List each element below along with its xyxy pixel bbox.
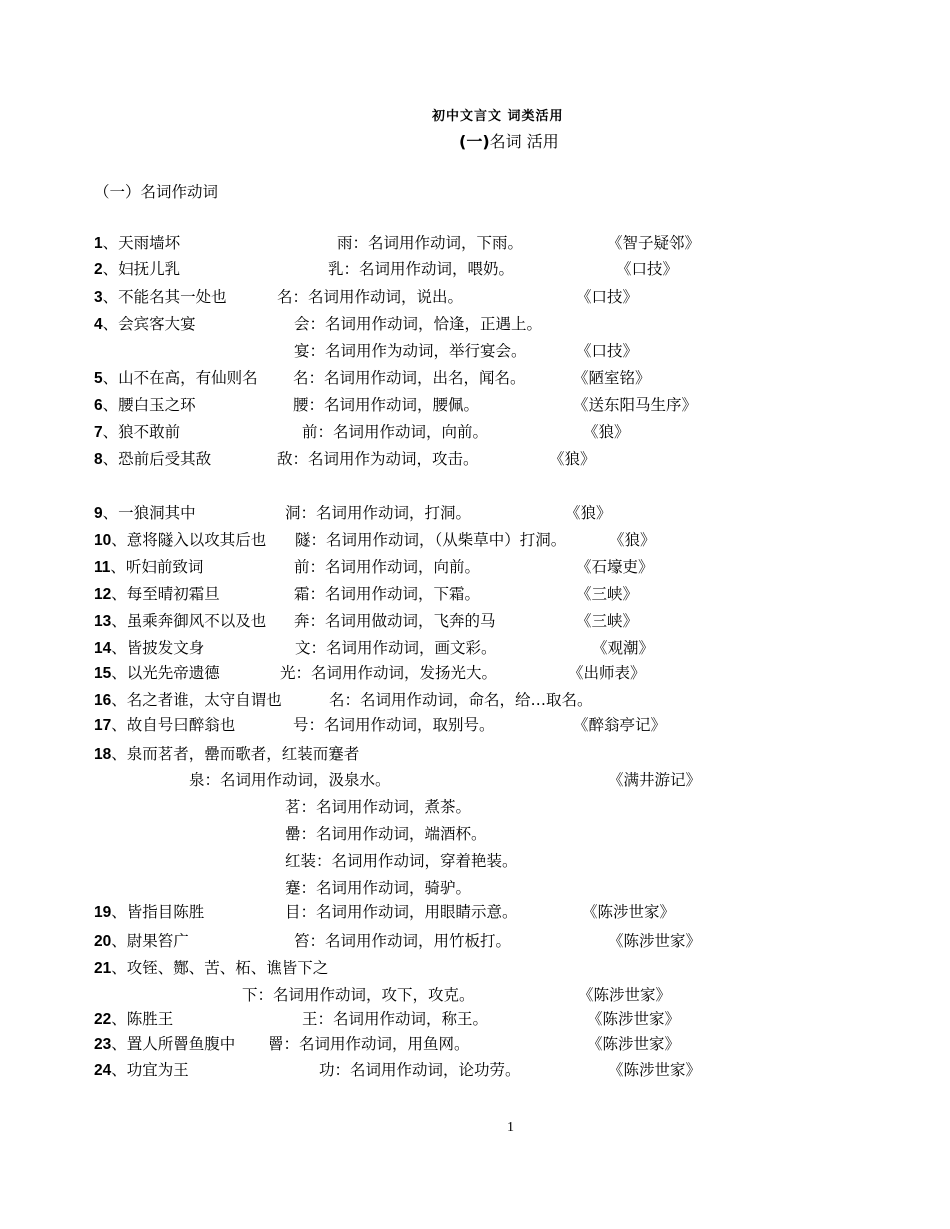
entry-sentence: 2、妇抚儿乳 (94, 260, 181, 278)
entry-number: 5 (94, 370, 103, 387)
entry-note: 前：名词用作动词，向前。 (302, 423, 489, 441)
entry-number: 10 (94, 532, 112, 549)
entry-subnote: 蹇：名词用作动词，骑驴。 (285, 879, 472, 897)
entry-note: 光：名词用作动词，发扬光大。 (280, 664, 498, 682)
entry-sentence: 19、皆指目陈胜 (94, 903, 205, 921)
entry-source: 《醉翁亭记》 (573, 716, 667, 734)
entry-sentence: 13、虽乘奔御风不以及也 (94, 612, 267, 630)
entry-note: 雨：名词用作动词，下雨。 (337, 234, 524, 252)
entry-note: 罾：名词用作动词，用鱼网。 (268, 1035, 470, 1053)
entry-source: 《陋室铭》 (573, 369, 651, 387)
entry-number: 9 (94, 505, 103, 522)
entry-note: 王：名词用作动词，称王。 (302, 1010, 489, 1028)
entry-sentence: 8、恐前后受其敌 (94, 450, 212, 468)
entry-source: 《陈涉世家》 (587, 1035, 681, 1053)
document-subtitle (459, 133, 559, 151)
entry-sentence: 20、尉果笞广 (94, 932, 189, 950)
entry-sentence: 22、陈胜王 (94, 1010, 174, 1028)
entry-number: 3 (94, 289, 103, 306)
entry-number: 23 (94, 1036, 112, 1053)
entry-subnote: 茗：名词用作动词，煮茶。 (285, 798, 472, 816)
entry-sentence: 24、功宜为王 (94, 1061, 189, 1079)
entry-number: 19 (94, 904, 112, 921)
entry-note: 奔：名词用做动词，飞奔的马 (294, 612, 496, 630)
document-title: 初中文言文 词类活用 (432, 109, 564, 124)
entry-sentence: 3、不能名其一处也 (94, 288, 227, 306)
entry-note: 文：名词用作动词，画文彩。 (295, 639, 497, 657)
entry-number: 18 (94, 746, 112, 763)
entry-sentence: 10、意将隧入以攻其后也 (94, 531, 267, 549)
entry-source: 《狼》 (609, 531, 656, 549)
entry-note: 泉：名词用作动词，汲泉水。 (189, 771, 391, 789)
entry-source: 《送东阳马生序》 (573, 396, 698, 414)
entry-number: 2 (94, 261, 103, 278)
subtitle-mark: (一) (459, 132, 490, 151)
entry-source: 《陈涉世家》 (578, 986, 672, 1004)
entry-note: 名：名词用作动词，说出。 (277, 288, 464, 306)
entry-sentence: 6、腰白玉之环 (94, 396, 196, 414)
entry-source: 《狼》 (583, 423, 630, 441)
entry-source: 《狼》 (565, 504, 612, 522)
entry-source: 《观潮》 (592, 639, 655, 657)
entry-note: 前：名词用作动词，向前。 (294, 558, 481, 576)
entry-number: 15 (94, 665, 112, 682)
entry-sentence: 12、每至晴初霜旦 (94, 585, 220, 603)
entry-sentence: 7、狼不敢前 (94, 423, 181, 441)
entry-note: 霜：名词用作动词，下霜。 (294, 585, 481, 603)
entry-sentence: 14、皆披发文身 (94, 639, 205, 657)
entry-number: 14 (94, 640, 112, 657)
entry-note: 笞：名词用作动词，用竹板打。 (294, 932, 512, 950)
entry-note: 腰：名词用作动词，腰佩。 (293, 396, 480, 414)
entry-number: 1 (94, 235, 103, 252)
entry-source: 《狼》 (549, 450, 596, 468)
entry-sentence: 1、天雨墙坏 (94, 234, 181, 252)
entry-source: 《满井游记》 (608, 771, 702, 789)
entry-sentence: 4、会宾客大宴 (94, 315, 196, 333)
entry-number: 7 (94, 424, 103, 441)
entry-sentence: 11、听妇前致词 (94, 558, 204, 576)
section-heading: （一）名词作动词 (94, 183, 219, 201)
entry-source: 《石壕吏》 (576, 558, 654, 576)
entry-note: 下：名词用作动词，攻下，攻克。 (242, 986, 475, 1004)
entry-number: 4 (94, 316, 103, 333)
entry-subnote: 罍：名词用作动词，端酒杯。 (285, 825, 487, 843)
entry-note: 名：名词用作动词，命名，给…取名。 (329, 691, 593, 709)
entry-number: 22 (94, 1011, 112, 1028)
entry-note: 号：名词用作动词，取别号。 (293, 716, 495, 734)
entry-number: 6 (94, 397, 103, 414)
entry-source: 《三峡》 (576, 612, 639, 630)
entry-sentence: 16、名之者谁，太守自谓也 (94, 691, 282, 709)
entry-source: 《口技》 (576, 342, 639, 360)
entry-number: 16 (94, 692, 112, 709)
entry-number: 21 (94, 960, 112, 977)
entry-source: 《陈涉世家》 (608, 1061, 702, 1079)
entry-number: 24 (94, 1062, 112, 1079)
entry-number: 20 (94, 933, 112, 950)
entry-sentence: 9、一狼洞其中 (94, 504, 196, 522)
entry-source: 《口技》 (576, 288, 639, 306)
entry-note: 会：名词用作动词，恰逢，正遇上。 (294, 315, 543, 333)
entry-source: 《陈涉世家》 (587, 1010, 681, 1028)
entry-source: 《三峡》 (576, 585, 639, 603)
entry-note: 敌：名词用作为动词，攻击。 (277, 450, 479, 468)
entry-source: 《出师表》 (568, 664, 646, 682)
page-number: 1 (507, 1120, 514, 1135)
entry-note: 宴：名词用作为动词，举行宴会。 (294, 342, 527, 360)
entry-sentence: 5、山不在高，有仙则名 (94, 369, 258, 387)
subtitle-text: 名词 活用 (489, 132, 559, 151)
entry-note: 洞：名词用作动词，打洞。 (285, 504, 472, 522)
entry-subnote: 红装：名词用作动词，穿着艳装。 (285, 852, 518, 870)
entry-number: 12 (94, 586, 112, 603)
entry-source: 《口技》 (616, 260, 679, 278)
entry-number: 11 (94, 559, 111, 576)
entry-sentence: 17、故自号曰醉翁也 (94, 716, 236, 734)
entry-note: 目：名词用作动词，用眼睛示意。 (285, 903, 518, 921)
entry-number: 17 (94, 717, 112, 734)
entry-source: 《陈涉世家》 (608, 932, 702, 950)
entry-sentence: 18、泉而茗者，罍而歌者，红装而蹇者 (94, 745, 360, 763)
entry-sentence: 23、置人所罾鱼腹中 (94, 1035, 236, 1053)
entry-note: 名：名词用作动词，出名，闻名。 (293, 369, 526, 387)
entry-number: 8 (94, 451, 103, 468)
entry-sentence: 15、以光先帝遗德 (94, 664, 220, 682)
entry-note: 功：名词用作动词，论功劳。 (319, 1061, 521, 1079)
entry-note: 乳：名词用作动词，喂奶。 (328, 260, 515, 278)
entry-source: 《智子疑邻》 (607, 234, 701, 252)
entry-number: 13 (94, 613, 112, 630)
entry-sentence: 21、攻铚、酂、苦、柘、谯皆下之 (94, 959, 329, 977)
entry-source: 《陈涉世家》 (582, 903, 676, 921)
entry-note: 隧：名词用作动词，（从柴草中）打洞。 (295, 531, 567, 549)
